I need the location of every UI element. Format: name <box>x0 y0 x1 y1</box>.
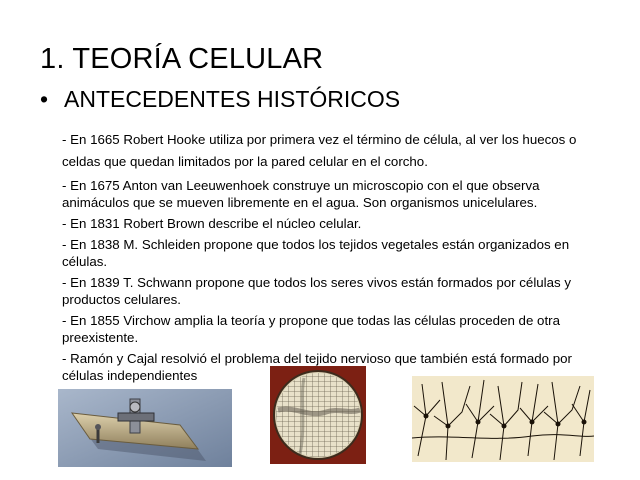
slide-subtitle <box>40 85 400 113</box>
subtitle-text: ANTECEDENTES HISTÓRICOS <box>64 86 401 112</box>
slide-title: 1. TEORÍA CELULAR <box>40 43 324 75</box>
list-item: - En 1838 M. Schleiden propone que todos los tejidos vegetales están organizados en células. <box>62 237 570 269</box>
list-item: - En 1855 Virchow amplia la teoría y propone que todas las células proceden de otra preexistente. <box>62 313 560 345</box>
history-list <box>62 129 610 384</box>
cork-cells-image <box>270 366 366 464</box>
list-item: - En 1675 Anton van Leeuwenhoek construye un microscopio con el que observa animáculos que se mueven libremente en el agua. Son organismos unicelulares. <box>62 178 540 210</box>
microscope-image <box>58 389 232 467</box>
bullet-point: • <box>40 86 49 112</box>
neuron-drawing-image <box>412 376 594 462</box>
list-item: - Ramón y Cajal resolvió el problema del tejido nervioso que también está formado por células independientes <box>62 351 572 383</box>
list-item: - En 1831 Robert Brown describe el núcleo celular. <box>62 216 362 231</box>
list-item: - En 1665 Robert Hooke utiliza por primera vez el término de célula, al ver los huecos o celdas que quedan limitados por la pared celular en el corcho. <box>62 132 577 169</box>
list-item: - En 1839 T. Schwann propone que todos los seres vivos están formados por células y productos celulares. <box>62 275 572 307</box>
